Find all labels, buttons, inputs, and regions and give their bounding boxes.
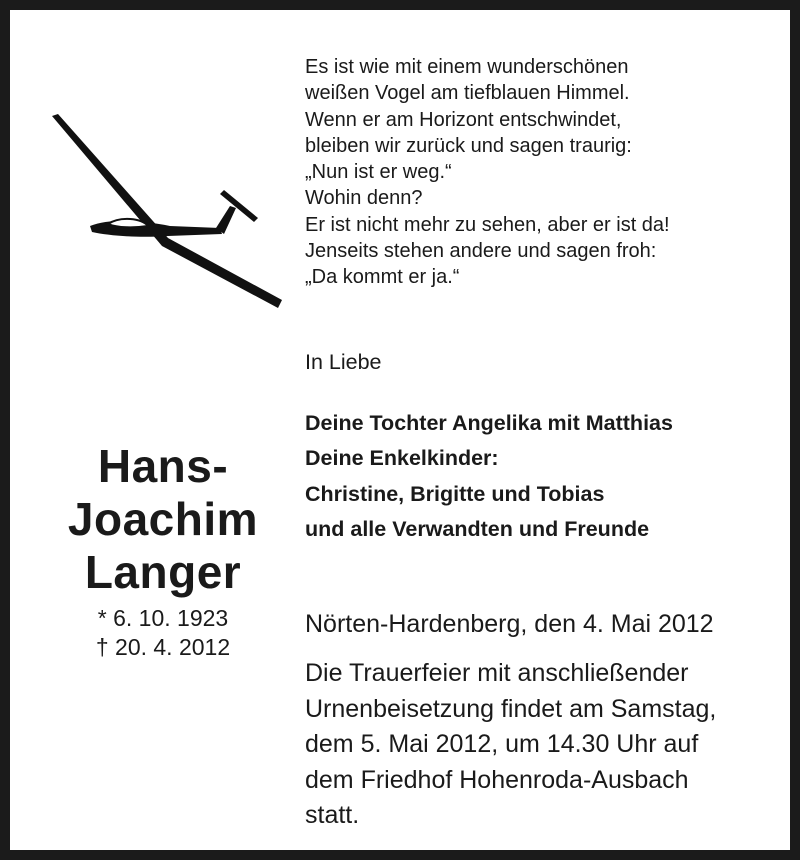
mourner-line: und alle Verwandten und Freunde: [305, 516, 650, 541]
poem: [305, 54, 775, 291]
poem-line: Jenseits stehen andere und sagen froh:: [305, 240, 657, 263]
name-line: Langer: [84, 546, 242, 598]
poem-line: weißen Vogel am tiefblauen Himmel.: [305, 82, 630, 105]
name-line: Joachim: [67, 493, 259, 545]
deceased-name: [50, 440, 276, 599]
glider-icon: [50, 110, 282, 316]
ceremony-notice: [305, 656, 775, 834]
poem-line: „Da kommt er ja.“: [305, 266, 460, 289]
mourner-line: Deine Enkelkinder:: [305, 446, 499, 471]
mourner-line: Christine, Brigitte und Tobias: [305, 481, 605, 506]
poem-line: Es ist wie mit einem wunderschönen: [305, 56, 629, 78]
death-date: † 20. 4. 2012: [95, 634, 231, 660]
ceremony-line: statt.: [305, 801, 360, 829]
poem-line: „Nun ist er weg.“: [305, 161, 452, 184]
life-dates: [50, 604, 276, 662]
poem-line: bleiben wir zurück und sagen traurig:: [305, 134, 632, 157]
birth-date: * 6. 10. 1923: [97, 605, 229, 631]
place-date: Nörten-Hardenberg, den 4. Mai 2012: [305, 610, 714, 638]
ceremony-line: dem Friedhof Hohenroda-Ausbach: [305, 765, 689, 794]
poem-line: Wohin denn?: [305, 187, 423, 210]
mourner-line: Deine Tochter Angelika mit Matthias: [305, 411, 673, 435]
mourners-list: [305, 406, 673, 547]
ceremony-line: Die Trauerfeier mit anschließender: [305, 659, 689, 687]
in-liebe-heading: In Liebe: [305, 350, 382, 374]
ceremony-line: dem 5. Mai 2012, um 14.30 Uhr auf: [305, 730, 699, 758]
poem-line: Wenn er am Horizont entschwindet,: [305, 108, 622, 131]
poem-line: Er ist nicht mehr zu sehen, aber er ist da!: [305, 213, 670, 236]
ceremony-line: Urnenbeisetzung findet am Samstag,: [305, 694, 717, 723]
name-line: Hans-: [97, 440, 229, 492]
